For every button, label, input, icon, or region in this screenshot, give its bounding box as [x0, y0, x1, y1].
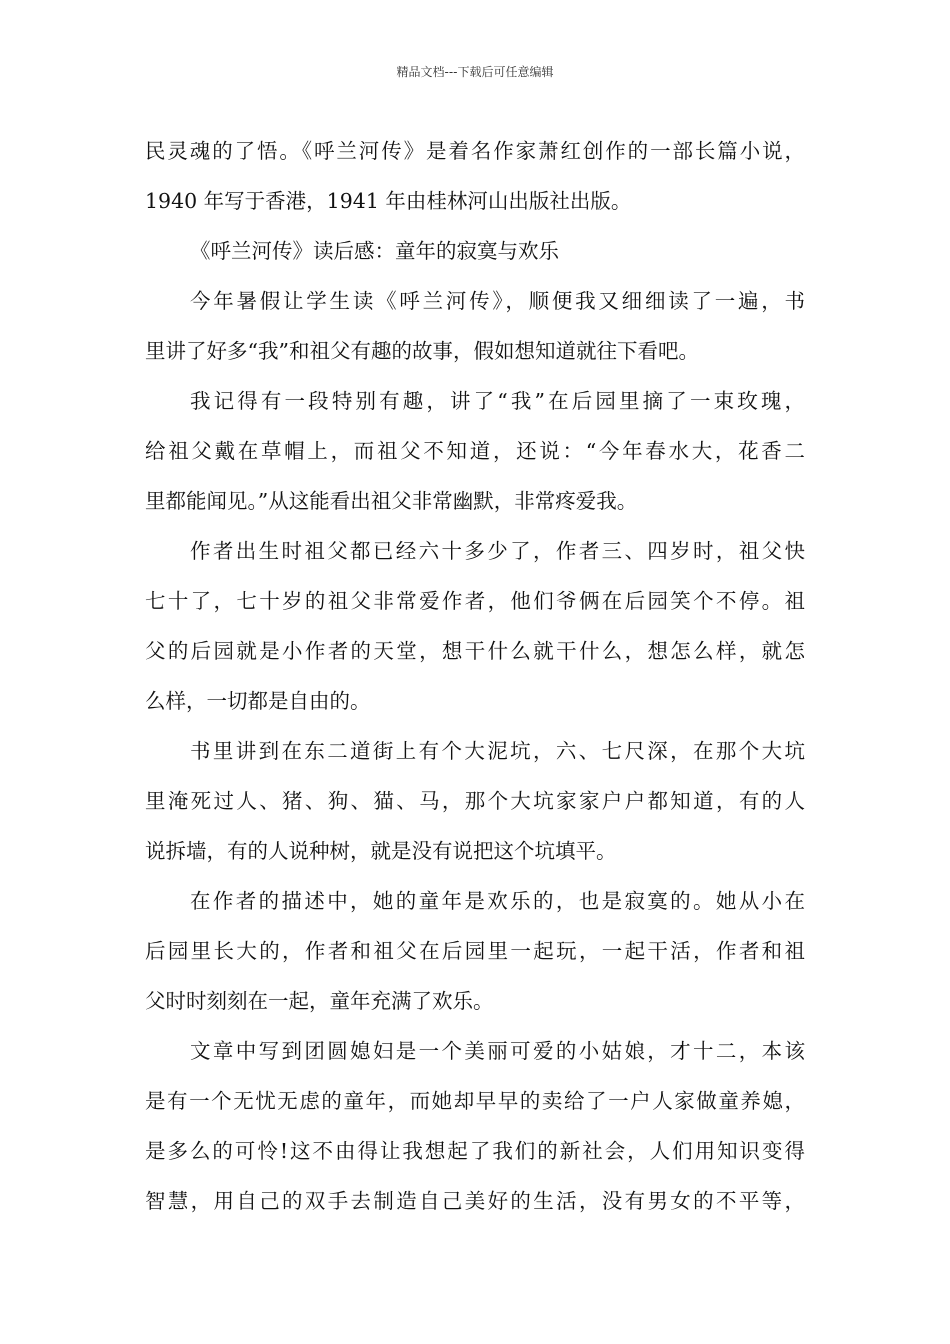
text-line: 作者出生时祖父都已经六十多少了，作者三、四岁时，祖父快	[190, 539, 805, 563]
text-line: 今年暑假让学生读《呼兰河传》，顺便我又细细读了一遍，书	[190, 289, 805, 313]
text-line: 给祖父戴在草帽上，而祖父不知道，还说：“今年春水大，花香二	[145, 439, 805, 463]
text-line: 父时时刻刻在一起，童年充满了欢乐。	[145, 989, 494, 1013]
text-line: 1940 年写于香港，1941 年由桂林河山出版社出版。	[145, 189, 632, 213]
text-line: 是有一个无忧无虑的童年，而她却早早的卖给了一户人家做童养媳，	[145, 1089, 805, 1113]
text-line: 书里讲到在东二道街上有个大泥坑，六、七尺深，在那个大坑	[190, 739, 805, 763]
document-body	[145, 126, 805, 1226]
text-line: 里都能闻见。”从这能看出祖父非常幽默，非常疼爱我。	[145, 489, 638, 513]
text-line: 在作者的描述中，她的童年是欢乐的，也是寂寞的。她从小在	[190, 889, 805, 913]
text-line: 七十了，七十岁的祖父非常爱作者，他们爷俩在后园笑个不停。祖	[145, 589, 805, 613]
text-line: 么样，一切都是自由的。	[145, 689, 371, 713]
text-line: 父的后园就是小作者的天堂，想干什么就干什么，想怎么样，就怎	[145, 639, 805, 663]
section-heading: 《呼兰河传》读后感：童年的寂寞与欢乐	[190, 239, 559, 263]
text-line: 我记得有一段特别有趣，讲了“我”在后园里摘了一束玫瑰，	[190, 389, 805, 413]
text-line: 文章中写到团圆媳妇是一个美丽可爱的小姑娘，才十二，本该	[190, 1039, 805, 1063]
page-header: 精品文档---下载后可任意编辑	[396, 65, 554, 79]
text-line: 是多么的可怜!这不由得让我想起了我们的新社会，人们用知识变得	[145, 1139, 805, 1163]
text-line: 智慧，用自己的双手去制造自己美好的生活，没有男女的不平等，	[145, 1189, 805, 1213]
text-line: 后园里长大的，作者和祖父在后园里一起玩，一起干活，作者和祖	[145, 939, 805, 963]
text-line: 里淹死过人、猪、狗、猫、马，那个大坑家家户户都知道，有的人	[145, 789, 805, 813]
text-line: 民灵魂的了悟。《呼兰河传》是着名作家萧红创作的一部长篇小说，	[145, 139, 805, 163]
text-line: 里讲了好多“我”和祖父有趣的故事，假如想知道就往下看吧。	[145, 339, 699, 363]
text-line: 说拆墙，有的人说种树，就是没有说把这个坑填平。	[145, 839, 617, 863]
